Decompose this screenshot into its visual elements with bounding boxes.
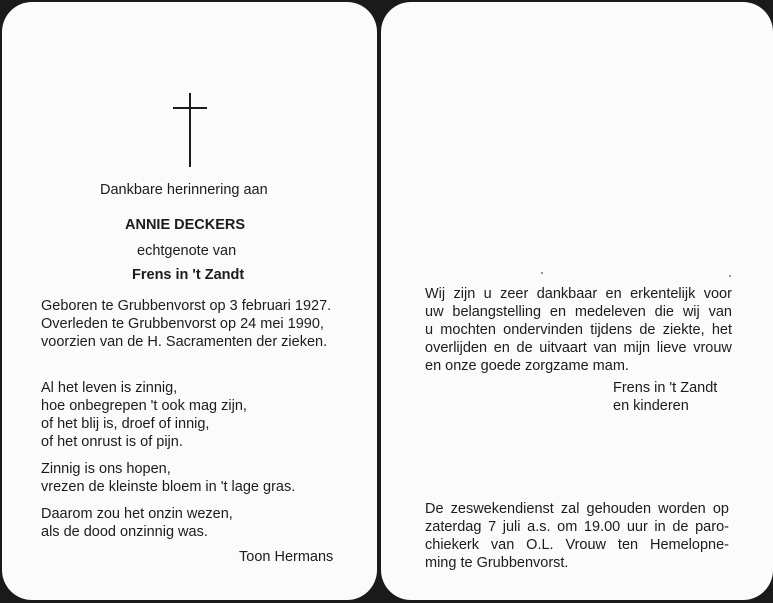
speck <box>729 275 731 277</box>
poem-stanza-2 <box>41 460 295 496</box>
poem-author: Toon Hermans <box>239 549 334 565</box>
sacrament-line: voorzien van de H. Sacramenten der zieken. <box>41 334 328 350</box>
poem-line: Zinnig is ons hopen, <box>41 461 171 477</box>
poem-line: hoe onbegrepen 't ook mag zijn, <box>41 398 247 414</box>
poem-stanza-3 <box>41 505 233 541</box>
poem-stanza-1 <box>41 379 247 451</box>
deceased-name: ANNIE DECKERS <box>125 217 246 233</box>
poem-line: Al het leven is zinnig, <box>41 380 178 396</box>
thanks-line: Wij zijn u zeer dankbaar en erkentelijk voor <box>425 286 732 302</box>
right-card <box>381 2 773 600</box>
thanks-line: overlijden en de uitvaart van mijn lieve vrouw <box>425 340 732 356</box>
signature <box>613 379 717 415</box>
speck <box>541 272 543 274</box>
poem-line: Daarom zou het onzin wezen, <box>41 506 233 522</box>
service-paragraph <box>425 500 729 572</box>
thanks-line: u mochten ondervinden tijdens de ziekte, het <box>425 322 732 338</box>
poem-line: of het onrust is of pijn. <box>41 434 183 450</box>
signature-family: en kinderen <box>613 398 689 414</box>
service-line: ming te Grubbenvorst. <box>425 555 569 571</box>
death-line: Overleden te Grubbenvorst op 24 mei 1990, <box>41 316 324 332</box>
life-details <box>41 297 331 351</box>
poem-line: als de dood onzinnig was. <box>41 524 208 540</box>
poem-line: of het blij is, droef of innig, <box>41 416 210 432</box>
signature-name: Frens in 't Zandt <box>613 380 718 396</box>
relation: echtgenote van <box>137 243 237 259</box>
service-line: De zeswekendienst zal gehouden worden op <box>425 501 729 517</box>
thanks-line: uw belangstelling en medeleven die wij van <box>425 304 732 320</box>
spouse-name: Frens in 't Zandt <box>132 267 245 283</box>
thanks-line: en onze goede zorgzame mam. <box>425 358 629 374</box>
heading: Dankbare herinnering aan <box>100 182 268 198</box>
service-line: chiekerk van O.L. Vrouw ten Hemelopne- <box>425 537 729 553</box>
poem-line: vrezen de kleinste bloem in 't lage gras. <box>41 479 296 495</box>
birth-line: Geboren te Grubbenvorst op 3 februari 1927. <box>41 298 332 314</box>
cross-icon <box>173 93 207 167</box>
thanks-paragraph <box>425 285 732 375</box>
left-card <box>2 2 377 600</box>
service-line: zaterdag 7 juli a.s. om 19.00 uur in de paro- <box>425 519 729 535</box>
